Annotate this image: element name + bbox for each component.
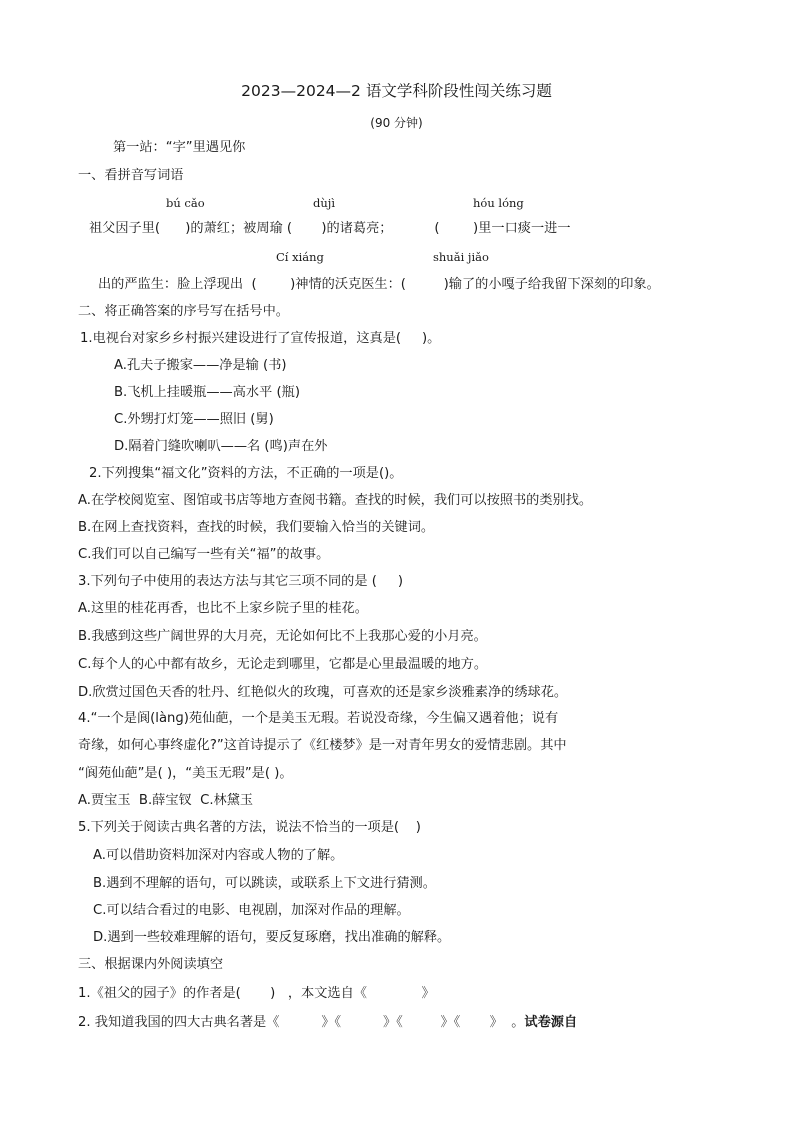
q3-option-d: D.欣赏过国色天香的牡丹、红艳似火的玫瑰，可喜欢的还是家乡淡雅素净的绣球花。 <box>78 685 568 700</box>
q2-option-c: C.我们可以自己编写一些有关“福”的故事。 <box>78 547 330 562</box>
q4-line2: 奇缘，如何心事终虚化?”这首诗提示了《红楼梦》是一对青年男女的爱情悲剧。其中 <box>78 738 567 753</box>
section1-line2: 出的严监生：脸上浮现出 ( )神情的沃克医生：( )输了的小嘎子给我留下深刻的印象。 <box>98 277 660 292</box>
q3-option-a: A.这里的桂花再香，也比不上家乡院子里的桂花。 <box>78 601 368 616</box>
q5-option-a: A.可以借助资料加深对内容或人物的了解。 <box>93 848 344 863</box>
q2-option-b: B.在网上查找资料，查找的时候，我们要输入恰当的关键词。 <box>78 520 435 535</box>
section3-heading: 三、根据课内外阅读填空 <box>78 957 224 972</box>
q5-option-b: B.遇到不理解的语句，可以跳读，或联系上下文进行猜测。 <box>93 876 436 891</box>
pinyin-shuaijiao: shuǎi jiǎo <box>433 250 489 264</box>
q3-stem: 3.下列句子中使用的表达方法与其它三项不同的是 ( ) <box>78 574 403 589</box>
q1-option-c: C.外甥打灯笼——照旧 (舅) <box>114 412 274 427</box>
q4-line1: 4.“一个是阆(lànɡ)苑仙葩，一个是美玉无瑕。若说没奇缘，今生偏又遇着他；说有 <box>78 711 559 726</box>
q2-option-a: A.在学校阅览室、图馆或书店等地方查阅书籍。查找的时候，我们可以按照书的类别找。 <box>78 493 593 508</box>
pinyin-cixiang: Cí xiáng <box>276 250 324 264</box>
q1-stem: 1.电视台对家乡乡村振兴建设进行了宣传报道，这真是( )。 <box>80 331 441 346</box>
source-note: 试卷源自 <box>524 1015 578 1030</box>
s3-q2 <box>78 1014 577 1032</box>
q4-line3: “阆苑仙葩”是( )，“美玉无瑕”是( )。 <box>78 766 293 781</box>
q3-option-c: C.每个人的心中都有故乡，无论走到哪里，它都是心里最温暖的地方。 <box>78 657 488 672</box>
q1-option-a: A.孔夫子搬家——净是输 (书) <box>114 358 287 373</box>
q1-option-d: D.隔着门缝吹喇叭——名 (鸣)声在外 <box>114 439 328 454</box>
q5-option-d: D.遇到一些较难理解的语句，要反复琢磨，找出准确的解释。 <box>93 930 451 945</box>
s3-q1: 1.《祖父的园子》的作者是( ) ，本文选自《 》 <box>78 986 435 1001</box>
pinyin-bucao: bú cǎo <box>166 196 205 210</box>
pinyin-houlong: hóu lóng <box>473 196 524 210</box>
station-label: 第一站：“字”里遇见你 <box>113 140 246 155</box>
q1-option-b: B.飞机上挂暖瓶——高水平 (瓶) <box>114 385 300 400</box>
section2-heading: 二、将正确答案的序号写在括号中。 <box>78 304 289 319</box>
q4-options: A.贾宝玉 B.薛宝钗 C.林黛玉 <box>78 793 254 808</box>
q5-stem: 5.下列关于阅读古典名著的方法，说法不恰当的一项是( ) <box>78 820 421 835</box>
pinyin-duji: dùjì <box>313 196 336 210</box>
duration-label: (90 分钟) <box>370 116 423 130</box>
section1-heading: 一、看拼音写词语 <box>78 168 184 183</box>
page-title: 2023—2024—2 语文学科阶段性闯关练习题 <box>241 82 552 100</box>
s3-q2-text: 2. 我知道我国的四大古典名著是《 》《 》《 》《 》 。 <box>78 1015 525 1030</box>
section1-line1: 祖父因子里( )的萧红；被周瑜 ( )的诸葛亮； ( )里一口痰一进一 <box>89 221 571 236</box>
q3-option-b: B.我感到这些广阔世界的大月亮，无论如何比不上我那心爱的小月亮。 <box>78 629 487 644</box>
q5-option-c: C.可以结合看过的电影、电视剧，加深对作品的理解。 <box>93 903 410 918</box>
q2-stem: 2.下列搜集“福文化”资料的方法，不正确的一项是()。 <box>89 466 403 481</box>
